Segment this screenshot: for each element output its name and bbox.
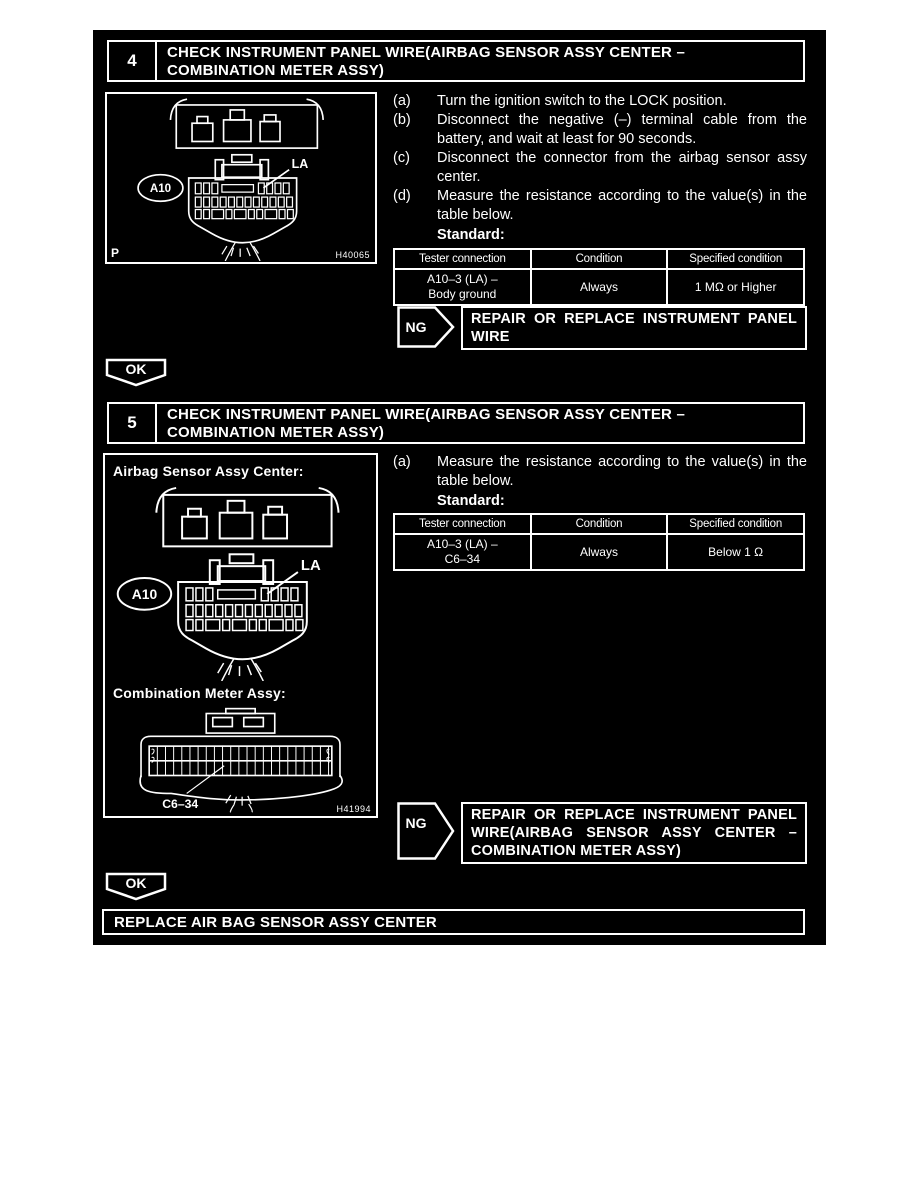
- resistance-table-step5: [393, 513, 805, 571]
- ok-label: OK: [125, 875, 147, 891]
- step5-number: 5: [109, 404, 157, 442]
- cell-condition: Always: [531, 269, 668, 305]
- table-header-row: [394, 249, 804, 269]
- table-header-row: [394, 514, 804, 534]
- step-text: Measure the resistance according to the value(s) in the table below.: [437, 454, 807, 489]
- ng-label: NG: [405, 815, 427, 831]
- step4-instructions: [393, 92, 807, 245]
- instruction-step: [393, 149, 807, 187]
- instruction-step: [393, 187, 807, 225]
- ok-label: OK: [125, 361, 147, 377]
- cell-tester-connection: A10–3 (LA) – Body ground: [394, 269, 531, 305]
- col-specified-condition: Specified condition: [667, 249, 804, 269]
- col-condition: Condition: [531, 514, 668, 534]
- step-text: Disconnect the connector from the airbag sensor assy center.: [437, 150, 807, 185]
- ok-button-step5: [105, 872, 167, 901]
- step5-instructions: [393, 453, 807, 511]
- step-letter: (d): [393, 188, 411, 204]
- table-row: [394, 269, 804, 305]
- connector-id-label: A10: [149, 182, 172, 196]
- step-letter: (a): [393, 454, 411, 470]
- meter-connector-diagram: [105, 707, 376, 813]
- step-letter: (c): [393, 150, 410, 166]
- airbag-connector-diagram: [105, 483, 376, 681]
- airbag-meter-figure: [103, 453, 378, 818]
- cell-tester-connection: A10–3 (LA) – C6–34: [394, 534, 531, 570]
- cell-condition: Always: [531, 534, 668, 570]
- figure-code: H40065: [335, 250, 370, 260]
- col-tester-connection: Tester connection: [394, 514, 531, 534]
- connector-id-label: A10: [131, 585, 158, 602]
- ng-result-step4: [397, 306, 807, 350]
- manual-page-panel: [93, 30, 826, 945]
- final-action-box: REPLACE AIR BAG SENSOR ASSY CENTER: [102, 909, 805, 935]
- standard-label: Standard:: [437, 227, 505, 243]
- figure-title-meter: Combination Meter Assy:: [113, 685, 286, 701]
- step-text: Turn the ignition switch to the LOCK position.: [437, 93, 727, 109]
- cell-specified-condition: Below 1 Ω: [667, 534, 804, 570]
- airbag-connector-diagram: [108, 95, 374, 261]
- step-letter: (a): [393, 93, 411, 109]
- resistance-table-step4: [393, 248, 805, 306]
- pin-la-label: LA: [300, 558, 321, 575]
- pin-c6-34-label: C6–34: [162, 797, 199, 812]
- step4-header: [107, 40, 805, 82]
- col-condition: Condition: [531, 249, 668, 269]
- figure-title-airbag: Airbag Sensor Assy Center:: [113, 463, 304, 479]
- step5-title: CHECK INSTRUMENT PANEL WIRE(AIRBAG SENSOR ASSY CENTER – COMBINATION METER ASSY): [167, 406, 685, 441]
- airbag-connector-figure: [105, 92, 377, 264]
- instruction-step: [393, 111, 807, 149]
- ng-action-box: REPAIR OR REPLACE INSTRUMENT PANEL WIRE: [461, 306, 807, 350]
- col-specified-condition: Specified condition: [667, 514, 804, 534]
- ng-result-step5: [397, 802, 807, 864]
- ng-arrow-icon: [397, 802, 455, 860]
- step4-title: CHECK INSTRUMENT PANEL WIRE(AIRBAG SENSOR ASSY CENTER – COMBINATION METER ASSY): [167, 44, 685, 79]
- step-text: Disconnect the negative (–) terminal cable from the battery, and wait at least for 90 seconds.: [437, 112, 807, 147]
- standard-label: Standard:: [437, 493, 505, 509]
- ng-action-box: REPAIR OR REPLACE INSTRUMENT PANEL WIRE(AIRBAG SENSOR ASSY CENTER – COMBINATION METER ASSY): [461, 802, 807, 864]
- table-row: [394, 534, 804, 570]
- step4-number: 4: [109, 42, 157, 80]
- pin-la-label: LA: [291, 157, 309, 172]
- step5-header: [107, 402, 805, 444]
- figure-code: H41994: [336, 804, 371, 814]
- cell-specified-condition: 1 MΩ or Higher: [667, 269, 804, 305]
- step-letter: (b): [393, 112, 411, 128]
- figure-corner-label: P: [111, 246, 120, 260]
- ng-arrow-icon: [397, 306, 455, 348]
- col-tester-connection: Tester connection: [394, 249, 531, 269]
- step-text: Measure the resistance according to the value(s) in the table below.: [437, 188, 807, 223]
- instruction-step: [393, 92, 807, 111]
- instruction-step: [393, 453, 807, 491]
- ng-label: NG: [405, 319, 427, 335]
- ok-button-step4: [105, 358, 167, 387]
